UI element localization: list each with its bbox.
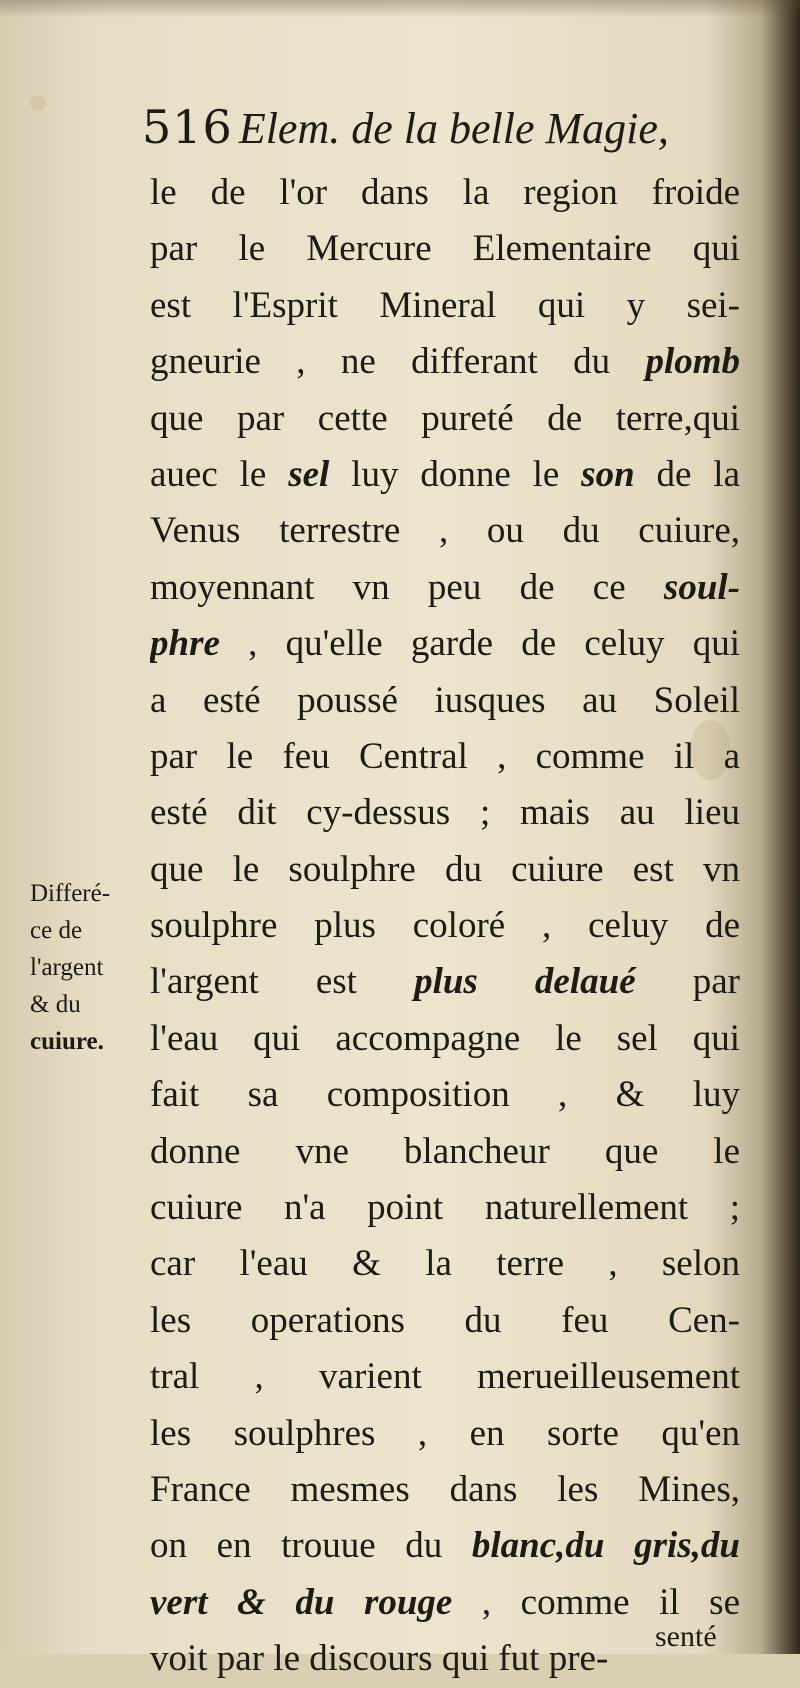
text-line: [150, 673, 740, 729]
page-header: [142, 100, 762, 164]
italic-phrase: vert & du rouge: [150, 1581, 453, 1623]
text-segment: les operations du feu Cen-: [150, 1299, 740, 1341]
text-segment: par: [635, 961, 740, 1003]
text-segment: fait sa composition , & luy: [150, 1074, 740, 1116]
margin-note-line: & du: [30, 991, 81, 1018]
text-segment: les soulphres , en sorte qu'en: [150, 1412, 740, 1454]
text-line: [150, 954, 740, 1010]
italic-phrase: soul-: [663, 566, 740, 608]
text-segment: auec le: [150, 453, 289, 495]
text-segment: car l'eau & la terre , selon: [150, 1243, 740, 1285]
running-title: Elem. de la belle Magie,: [238, 104, 669, 153]
text-segment: est l'Esprit Mineral qui y sei-: [150, 284, 740, 326]
text-segment: que le soulphre du cuiure est vn: [150, 848, 740, 890]
text-line: [150, 334, 740, 390]
text-line: [150, 1462, 740, 1518]
italic-phrase: blanc,du gris,du: [471, 1525, 740, 1567]
text-segment: moyennant vn peu de ce: [150, 566, 664, 608]
text-line: [150, 729, 740, 785]
italic-phrase: son: [581, 453, 635, 495]
text-line: [150, 1575, 740, 1631]
body-text: [150, 165, 740, 1688]
page-edge-shadow: [0, 0, 800, 18]
text-line: [150, 1236, 740, 1292]
text-line: [150, 1067, 740, 1123]
text-segment: Venus terrestre , ou du cuiure,: [150, 510, 740, 552]
margin-note-line: l'argent: [30, 954, 104, 981]
italic-phrase: plomb: [645, 341, 740, 383]
paper-stain: [30, 95, 46, 111]
text-line: [150, 616, 740, 672]
italic-phrase: phre: [150, 623, 220, 665]
text-segment: a esté poussé iusques au Soleil: [150, 679, 740, 721]
text-line: [150, 1124, 740, 1180]
text-segment: le de l'or dans la region froide: [150, 172, 740, 213]
margin-note: [30, 875, 160, 1060]
text-segment: tral , varient merueilleusement: [150, 1356, 740, 1398]
text-segment: l'eau qui accompagne le sel qui: [150, 1017, 740, 1059]
page-number: 516: [142, 100, 233, 154]
margin-note-line: ce de: [30, 917, 83, 944]
italic-phrase: sel: [288, 453, 330, 495]
text-line: [150, 1293, 740, 1349]
margin-note-line: cuiure.: [30, 1028, 104, 1055]
text-line: [150, 221, 740, 277]
text-segment: par le Mercure Elementaire qui: [150, 228, 740, 270]
text-line: [150, 503, 740, 559]
text-segment: gneurie , ne differant du: [150, 341, 646, 383]
text-segment: que par cette pureté de terre,qui: [150, 397, 740, 439]
text-segment: par le feu Central , comme il a: [150, 735, 740, 777]
text-line: [150, 165, 740, 221]
text-segment: luy donne le: [329, 453, 582, 495]
text-segment: on en trouue du: [150, 1525, 472, 1567]
text-line: [150, 785, 740, 841]
catchword: senté: [655, 1620, 717, 1653]
text-segment: France mesmes dans les Mines,: [150, 1468, 740, 1510]
text-segment: soulphre plus coloré , celuy de: [150, 905, 740, 947]
margin-note-line: Differé-: [30, 880, 111, 907]
text-segment: cuiure n'a point naturellement ;: [150, 1187, 740, 1229]
text-line: [150, 842, 740, 898]
text-line: [150, 1349, 740, 1405]
text-segment: , comme il se: [452, 1581, 740, 1623]
text-segment: , qu'elle garde de celuy qui: [219, 623, 740, 665]
text-line: [150, 278, 740, 334]
text-segment: l'argent est: [150, 961, 415, 1003]
text-line: [150, 898, 740, 954]
text-line: [150, 560, 740, 616]
text-line: [150, 1180, 740, 1236]
text-line: [150, 1518, 740, 1574]
text-segment: voit par le discours qui fut pre-: [150, 1638, 609, 1680]
text-line: [150, 447, 740, 503]
text-segment: esté dit cy-dessus ; mais au lieu: [150, 792, 740, 834]
text-line: [150, 391, 740, 447]
text-line: [150, 1406, 740, 1462]
text-segment: donne vne blancheur que le: [150, 1130, 740, 1172]
text-segment: de la: [634, 453, 740, 495]
italic-phrase: plus delaué: [414, 961, 636, 1003]
text-line: [150, 1631, 740, 1687]
text-line: [150, 1011, 740, 1067]
